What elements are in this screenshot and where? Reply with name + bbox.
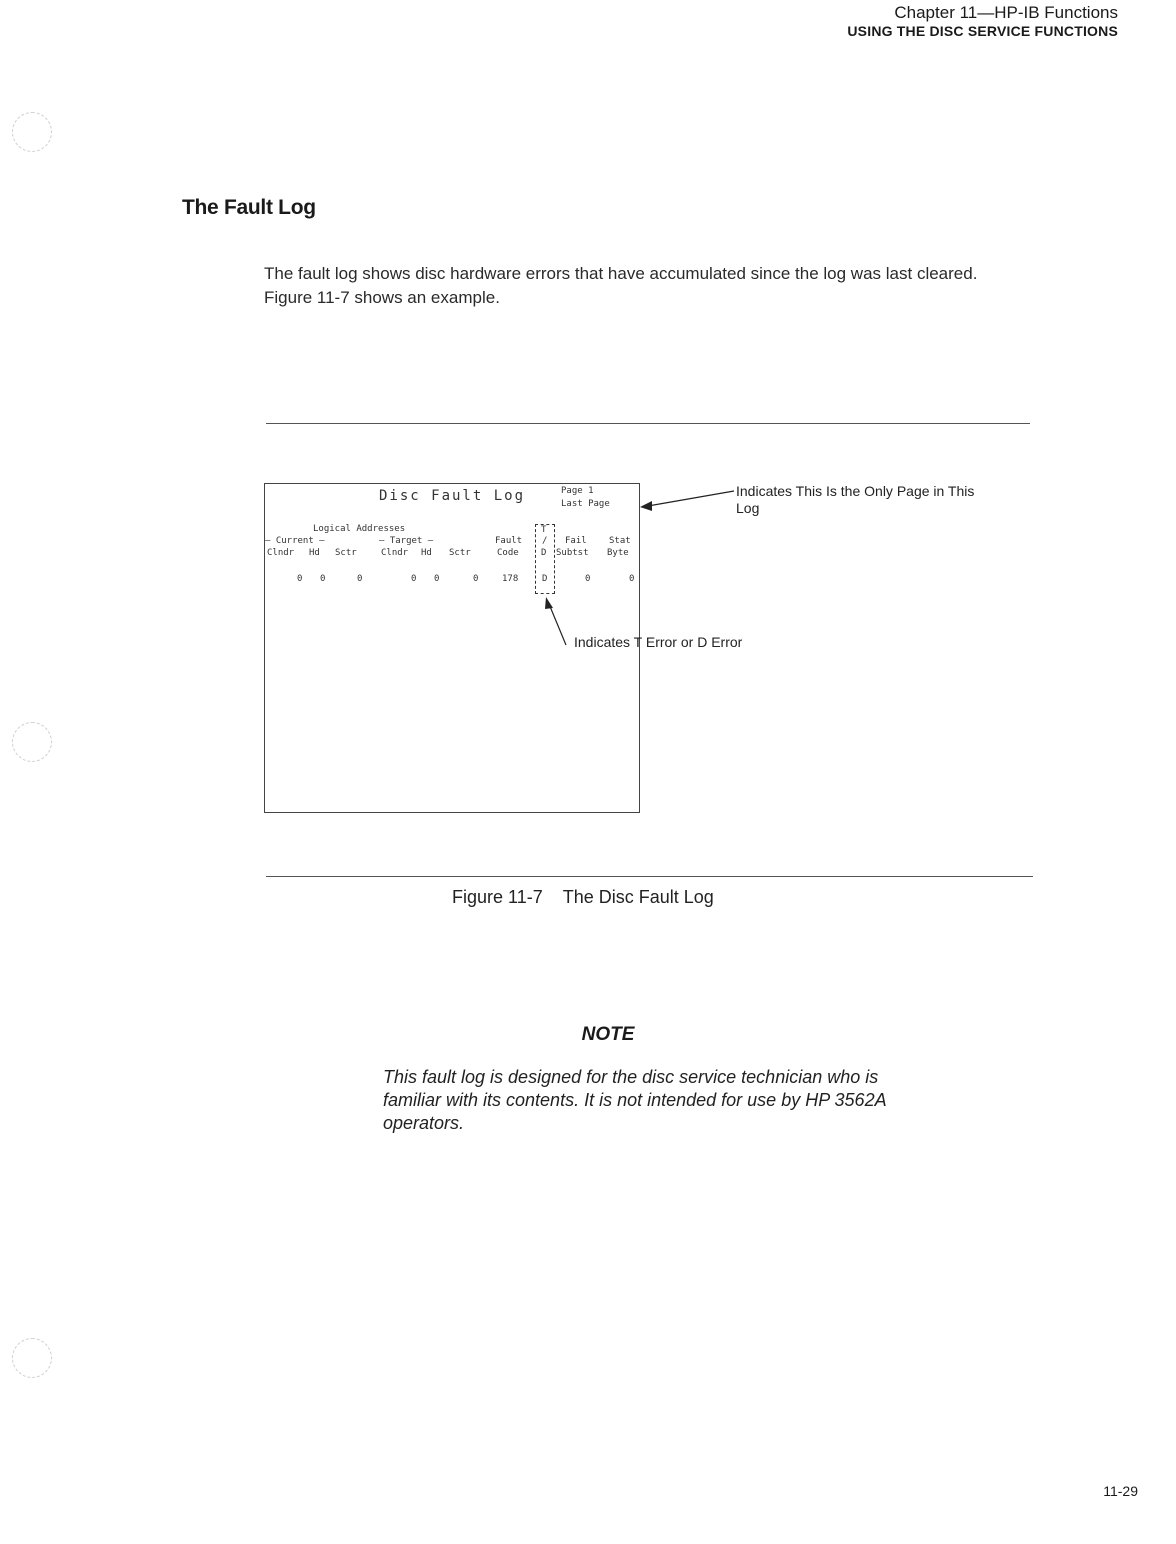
table-cell: 0 bbox=[297, 574, 303, 584]
figure-bottom-rule bbox=[266, 876, 1033, 877]
note-body: This fault log is designed for the disc service technician who is familiar with its contents. It is not intended for use by HP 3562A operators. bbox=[383, 1067, 886, 1133]
table-cell: 0 bbox=[434, 574, 440, 584]
intro-line: The fault log shows disc hardware errors that have accumulated since the log was last cleared. bbox=[264, 264, 978, 283]
table-cell: 0 bbox=[357, 574, 363, 584]
screen-page-number: Page 1 bbox=[561, 486, 594, 496]
screen-last-page: Last Page bbox=[561, 499, 610, 509]
figure-title: The Disc Fault Log bbox=[562, 887, 714, 907]
column-header: Sctr bbox=[335, 548, 357, 558]
table-cell: 0 bbox=[585, 574, 591, 584]
arrow-line bbox=[648, 491, 734, 506]
callout-only-page: Indicates This Is the Only Page in This Log bbox=[736, 483, 975, 516]
table-cell: 178 bbox=[502, 574, 519, 584]
stat-label: Stat bbox=[609, 536, 631, 546]
fail-label: Fail bbox=[565, 536, 587, 546]
table-cell: 0 bbox=[411, 574, 417, 584]
column-header: Hd bbox=[421, 548, 432, 558]
table-cell: D bbox=[542, 574, 548, 584]
column-header: Byte bbox=[607, 548, 629, 558]
fault-label: Fault bbox=[495, 536, 523, 546]
table-cell: 0 bbox=[320, 574, 326, 584]
arrow-head bbox=[545, 597, 553, 609]
current-group-label: — Current — bbox=[265, 536, 325, 546]
screen-title: Disc Fault Log bbox=[379, 488, 526, 504]
chapter-header: Chapter 11—HP-IB Functions bbox=[894, 3, 1118, 22]
column-header: Code bbox=[497, 548, 519, 558]
slash-label: / bbox=[542, 536, 548, 546]
intro-line: Figure 11-7 shows an example. bbox=[264, 288, 500, 307]
column-header: Clndr bbox=[381, 548, 409, 558]
figure-caption bbox=[452, 887, 714, 908]
column-header: D bbox=[541, 548, 547, 558]
column-header: Hd bbox=[309, 548, 320, 558]
figure-number: Figure 11-7 bbox=[452, 887, 543, 907]
page-number: 11-29 bbox=[1103, 1483, 1138, 1499]
logical-addresses-label: Logical Addresses bbox=[313, 524, 406, 534]
callout-t-or-d-error: Indicates T Error or D Error bbox=[574, 634, 743, 650]
t-label: T bbox=[541, 525, 547, 535]
table-cell: 0 bbox=[629, 574, 635, 584]
column-header: Subtst bbox=[556, 548, 589, 558]
arrow-head bbox=[640, 501, 652, 511]
table-cell: 0 bbox=[473, 574, 479, 584]
section-header: USING THE DISC SERVICE FUNCTIONS bbox=[847, 23, 1118, 39]
column-header: Clndr bbox=[267, 548, 295, 558]
arrow-line bbox=[549, 604, 566, 645]
section-title: The Fault Log bbox=[182, 196, 316, 219]
note-title: NOTE bbox=[581, 1024, 635, 1045]
target-group-label: — Target — bbox=[379, 536, 434, 546]
column-header: Sctr bbox=[449, 548, 471, 558]
